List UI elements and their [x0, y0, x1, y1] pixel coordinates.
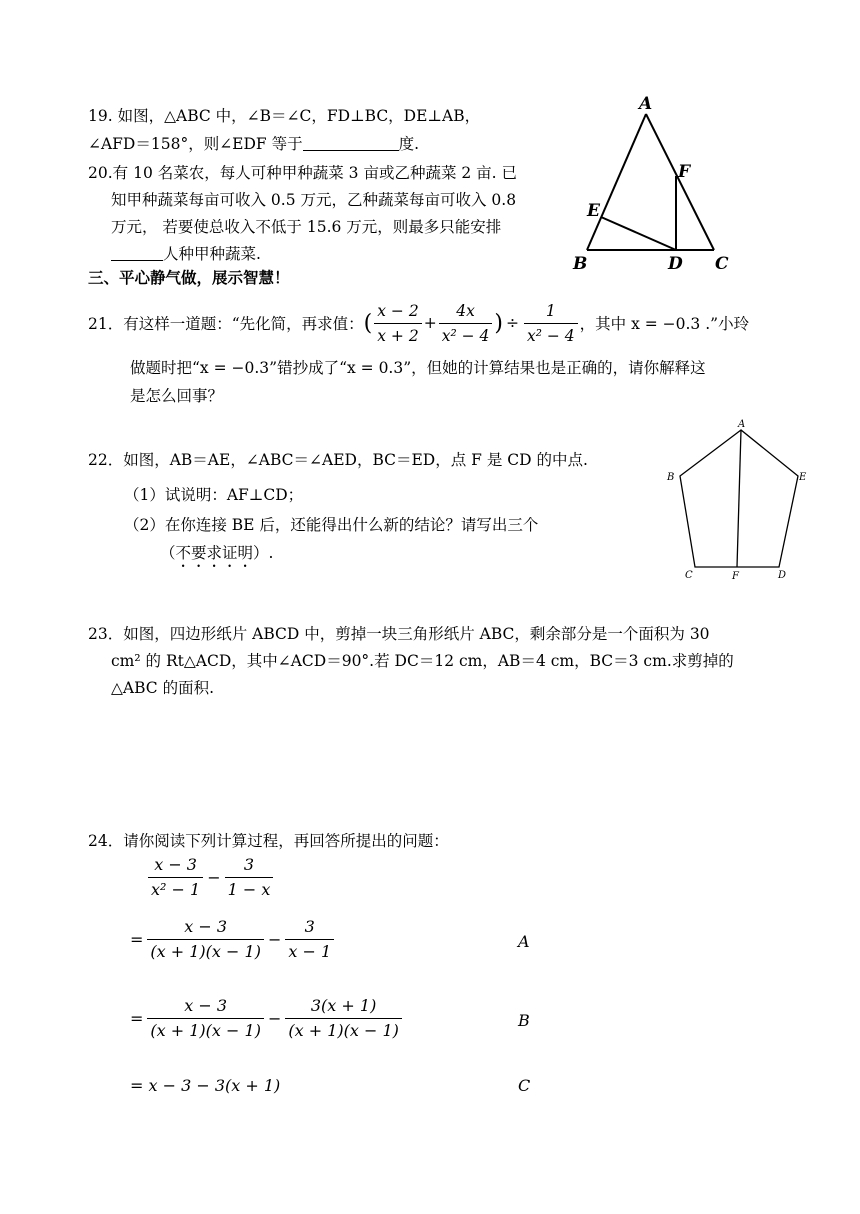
figure-triangle-abc — [565, 92, 745, 274]
q24-eb-minus: − — [267, 1009, 282, 1028]
q22-part2-note: （不要求证明）. — [160, 544, 274, 562]
q24-line1: 24．请你阅读下列计算过程，再回答所提出的问题： — [88, 832, 449, 850]
q20-line4-text: 人种甲种蔬菜. — [163, 245, 261, 263]
q24-step-label-a: A — [518, 932, 530, 951]
fig1-label-d: D — [668, 254, 683, 274]
fig2-label-d: D — [778, 570, 787, 581]
q21-fraction-3: $\frac{1}{\text{x² − 4}}$ — [524, 300, 578, 347]
q19-answer-blank[interactable] — [303, 134, 399, 151]
q22-part1: （1）试说明：AF⊥CD； — [124, 486, 304, 504]
q23-line1: 23．如图，四边形纸片 ABCD 中，剪掉一块三角形纸片 ABC，剩余部分是一个面积为 30 — [88, 625, 710, 643]
q24-ea-fraction-1: $\frac{x - 3}{(x + 1)(x - 1)}$ — [147, 916, 264, 963]
fig2-label-f: F — [732, 571, 739, 582]
q20-answer-blank[interactable] — [111, 244, 163, 261]
q24-expression-c: = x − 3 − 3(x + 1) — [130, 1076, 281, 1095]
fig1-label-c: C — [715, 254, 729, 274]
q24-ea-eq: = — [130, 930, 144, 949]
q24-ea-fraction-2: $\frac{3}{x - 1}$ — [285, 916, 334, 963]
q21-paren-close: ) — [494, 310, 503, 336]
q20-line1: 20.有 10 名菜农，每人可种甲种蔬菜 3 亩或乙种蔬菜 2 亩. 已 — [88, 164, 518, 182]
q24-eb-fraction-1: $\frac{x - 3}{(x + 1)(x - 1)}$ — [147, 995, 264, 1042]
q19-line2 — [88, 131, 419, 157]
q22-line1: 22．如图，AB＝AE，∠ABC＝∠AED，BC＝ED，点 F 是 CD 的中点. — [88, 451, 588, 469]
fig1-label-e: E — [587, 201, 600, 221]
q21-fraction-1: $\frac{x - 2}{x + 2}$ — [374, 300, 421, 347]
q19-line2-a: ∠AFD＝158°，则∠EDF 等于 — [88, 135, 303, 153]
q21-fraction-2: $\frac{4x}{\text{x² − 4}}$ — [439, 300, 493, 347]
q24-expression-b — [130, 995, 404, 1042]
q20-line4 — [111, 241, 261, 267]
q21-plus: + — [423, 314, 437, 332]
q24-e0-fraction-2: $\frac{3}{1 - x}$ — [225, 854, 274, 901]
fig1-label-b: B — [573, 254, 588, 274]
q21-suffix: ，其中 x = −0.3 .”小玲 — [579, 315, 750, 333]
q21-prefix: 21．有这样一道题：“先化简，再求值： — [88, 315, 364, 333]
section-3-heading: 三、平心静气做，展示智慧！ — [88, 268, 290, 287]
q21-paren-open: ( — [363, 310, 373, 336]
fig1-label-f: F — [678, 162, 691, 182]
q24-ea-minus: − — [267, 930, 282, 949]
q19-line2-b: 度. — [398, 135, 420, 153]
q21-line2: 做题时把“x = −0.3”错抄成了“x = 0.3”，但她的计算结果也是正确的，请你解释这 — [130, 359, 706, 377]
figure-pentagon — [662, 418, 822, 584]
fig2-label-c: C — [685, 570, 693, 581]
q24-expression-a — [130, 916, 336, 963]
fig1-label-a: A — [639, 94, 653, 114]
q21-divide: ÷ — [505, 314, 519, 332]
q22-part2: （2）在你连接 BE 后，还能得出什么新的结论？请写出三个 — [124, 516, 539, 534]
q20-line3: 万元， 若要使总收入不低于 15.6 万元，则最多只能安排 — [111, 218, 502, 236]
q24-step-label-b: B — [518, 1011, 530, 1030]
q24-e0-fraction-1: $\frac{x - 3}{\text{x² − 1}}$ — [148, 854, 203, 901]
q20-line2: 知甲种蔬菜每亩可收入 0.5 万元，乙种蔬菜每亩可收入 0.8 — [111, 191, 517, 209]
q24-expression-0 — [146, 854, 275, 901]
q21-line3: 是怎么回事？ — [130, 387, 224, 405]
fig2-label-b: B — [667, 472, 675, 483]
q23-line3: △ABC 的面积. — [111, 679, 215, 697]
q24-eb-eq: = — [130, 1009, 144, 1028]
q21-line1 — [88, 296, 749, 350]
q19-line1: 19. 如图，△ABC 中，∠B＝∠C，FD⊥BC，DE⊥AB， — [88, 107, 481, 125]
fig2-label-e: E — [799, 472, 807, 483]
q23-line2: cm² 的 Rt△ACD，其中∠ACD＝90°.若 DC＝12 cm，AB＝4 cm，BC＝3 cm.求剪掉的 — [111, 652, 734, 670]
fig2-label-a: A — [738, 419, 746, 430]
q24-step-label-c: C — [518, 1076, 531, 1095]
q24-e0-minus: − — [207, 868, 221, 887]
q24-eb-fraction-2: $\frac{3(x + 1)}{(x + 1)(x - 1)}$ — [285, 995, 402, 1042]
